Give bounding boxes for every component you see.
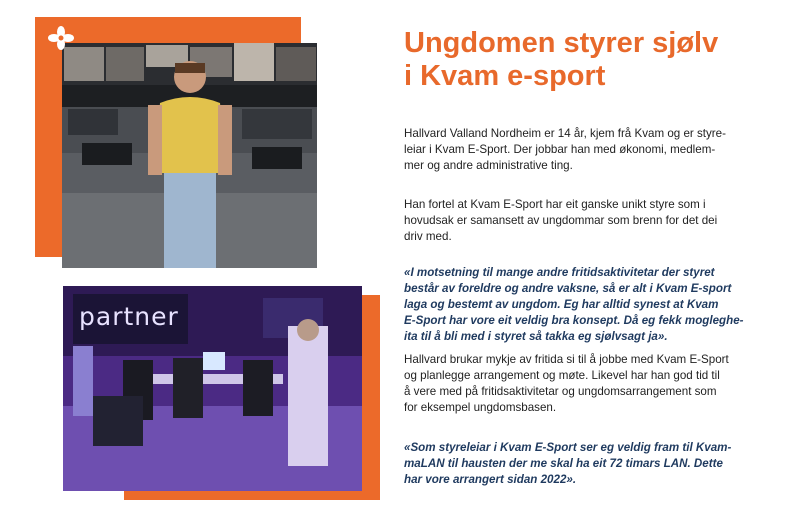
text-line: og planlegge arrangement og møte. Likevel har han god tid til (404, 369, 720, 382)
paragraph-freetime (404, 352, 754, 416)
quote-one (404, 265, 754, 345)
text-line: ita til å bli med i styret så takka eg sjølvsagt ja». (404, 330, 668, 343)
text-line: for eksempel ungdomsbasen. (404, 401, 557, 414)
photo-control-room (62, 43, 317, 268)
text-line: «I motsetning til mange andre fritidsaktivitetar der styret (404, 266, 715, 279)
paragraph-intro (404, 126, 754, 174)
text-line: laga og bestemt av ungdom. Eg har alltid synest at Kvam (404, 298, 719, 311)
text-line: å vere med på fritidsaktivitetar og ungdomsarrangement som (404, 385, 717, 398)
text-line: Hallvard Valland Nordheim er 14 år, kjem frå Kvam og er styre- (404, 127, 726, 140)
text-line: hovudsak er samansett av ungdommar som brenn for det dei (404, 214, 718, 227)
text-line: Han fortel at Kvam E-Sport har eit ganske unikt styre som i (404, 198, 706, 211)
flower-logo-icon (46, 25, 76, 51)
text-line: leiar i Kvam E-Sport. Der jobbar han med økonomi, medlem- (404, 143, 716, 156)
text-line: består av foreldre og andre vaksne, så er alt i Kvam E-sport (404, 282, 732, 295)
quote-two (404, 440, 754, 488)
photo-control-room-drawing (62, 43, 317, 268)
text-line: Hallvard brukar mykje av fritida si til å jobbe med Kvam E-Sport (404, 353, 729, 366)
text-line: driv med. (404, 230, 452, 243)
partner-sign: partner (79, 302, 179, 331)
paragraph-board (404, 197, 754, 245)
text-line: «Som styreleiar i Kvam E-Sport ser eg veldig fram til Kvam- (404, 441, 732, 454)
title-line-2: i Kvam e-sport (404, 60, 606, 92)
text-line: E-Sport har vore eit veldig bra konsept. Då eg fekk mogleghe- (404, 314, 744, 327)
title-line-1: Ungdomen styrer sjølv (404, 27, 719, 59)
photo-gaming-room (63, 286, 362, 491)
text-line: har vore arrangert sidan 2022». (404, 473, 577, 486)
text-line: maLAN til hausten der me skal ha eit 72 timars LAN. Dette (404, 457, 723, 470)
article-title (404, 27, 774, 93)
text-line: mer og andre administrative ting. (404, 159, 573, 172)
